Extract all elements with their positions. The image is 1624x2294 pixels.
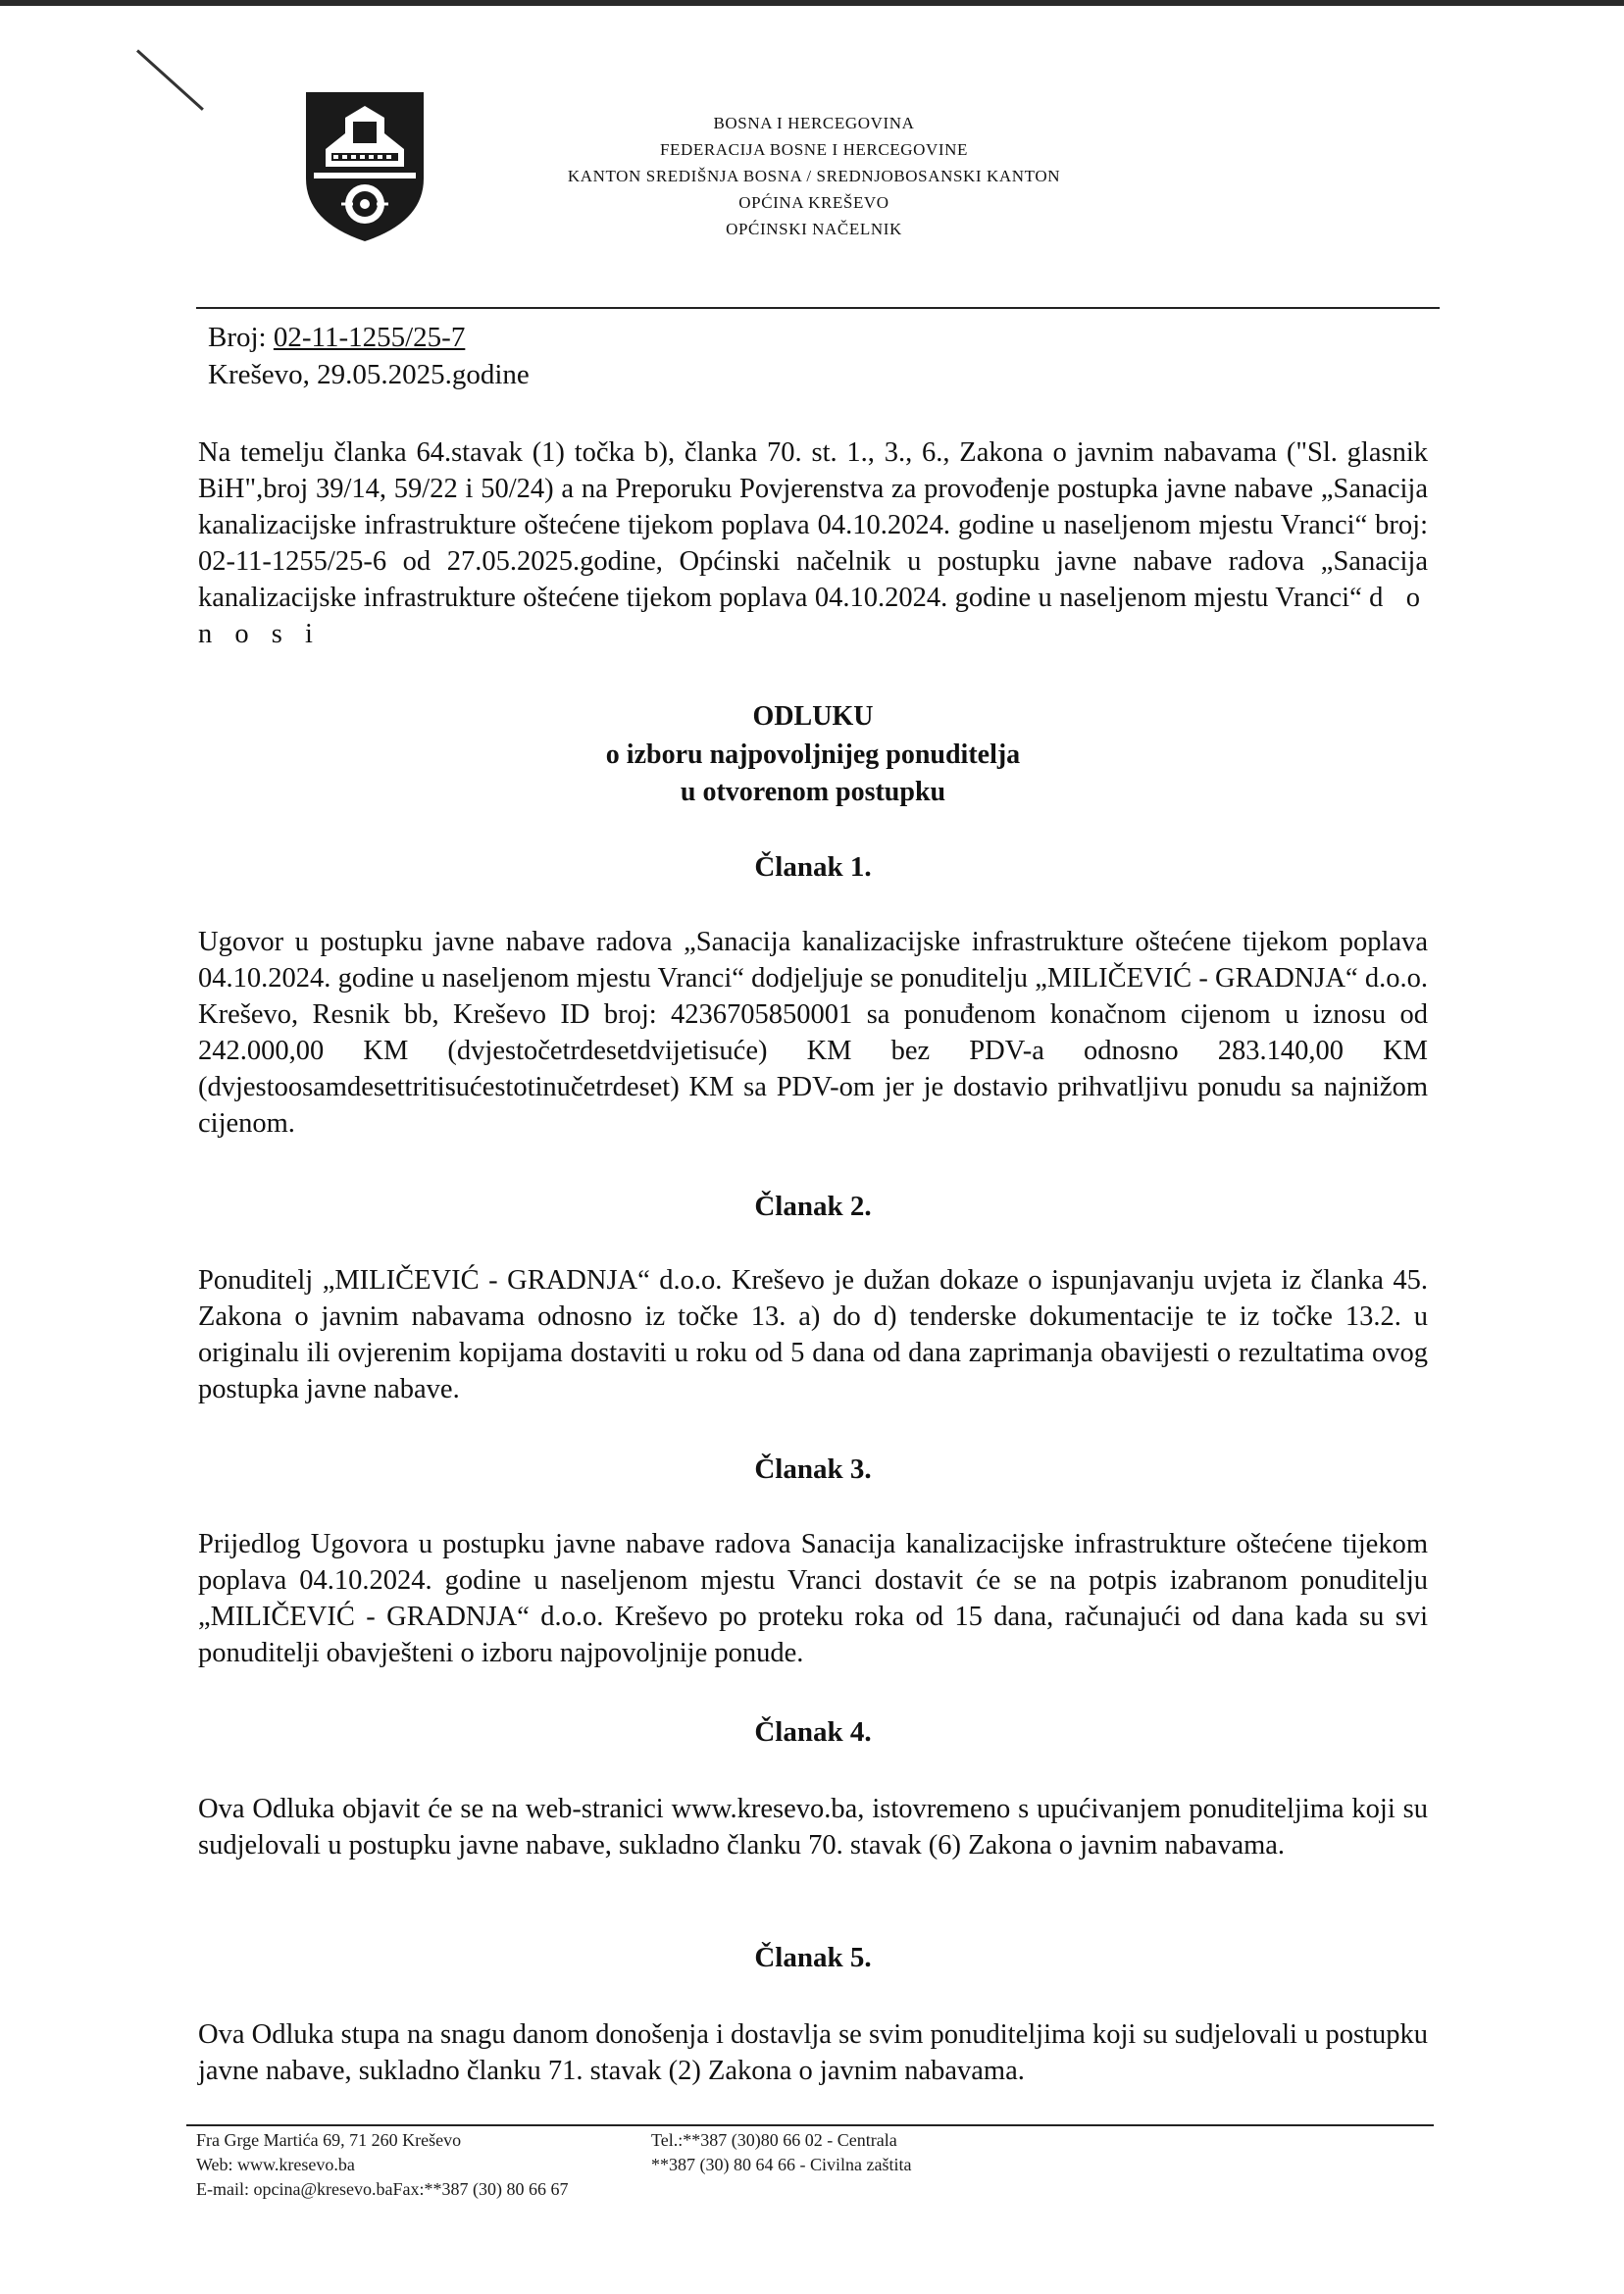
top-edge-line bbox=[0, 0, 1624, 6]
reference-number-label: Broj: bbox=[208, 322, 274, 353]
article-1-text: Ugovor u postupku javne nabave radova „Sanacija kanalizacijske infrastrukture oštećene tijekom poplava 04.10.2024. godine u naseljenom mjestu Vranci“ dodjeljuje se ponuditelju „MILIČEVIĆ - GRADNJA“ d.o.o. Kreševo, Resnik bb, Kreševo ID broj: 4236705850001 sa ponuđenom konačnom cijenom u iznosu od 242.000,00 KM (dvjestočetrdesetdvijetisuće) KM bez PDV-a odnosno 283.140,00 KM (dvjestoosamdesettritisućestotinučetrdeset) KM sa PDV-om jer je dostavio prihvatljivu ponudu sa najnižom cijenom. bbox=[198, 927, 1428, 1139]
header-line-federation: FEDERACIJA BOSNE I HERCEGOVINE bbox=[659, 140, 969, 159]
preamble-verb: d o n o s i bbox=[198, 583, 1428, 649]
header-line-office: OPĆINSKI NAČELNIK bbox=[726, 220, 902, 238]
article-4-heading: Članak 4. bbox=[754, 1716, 872, 1748]
reference-place-date: Kreševo, 29.05.2025.godine bbox=[208, 359, 530, 390]
scan-pen-mark bbox=[136, 49, 204, 110]
article-3-heading: Članak 3. bbox=[754, 1453, 872, 1485]
header-divider bbox=[196, 307, 1440, 309]
preamble-text: Na temelju članka 64.stavak (1) točka b), članka 70. st. 1., 3., 6., Zakona o javnim nabavama ("Sl. glasnik BiH",broj 39/14, 59/22 i 50/24) a na Preporuku Povjerenstva za provođenje postupka javne nabave „Sanacija kanalizacijske infrastrukture oštećene tijekom poplava 04.10.2024. godine u naseljenom mjestu Vranci“ broj: 02-11-1255/25-6 od 27.05.2025.godine, Općinski načelnik u postupku javne nabave radova „Sanacija kanalizacijske infrastrukture oštećene tijekom poplava 04.10.2024. godine u naseljenom mjestu Vranci“ bbox=[198, 437, 1428, 613]
municipality-crest-icon bbox=[302, 88, 428, 245]
footer-address: Fra Grge Martića 69, 71 260 Kreševo bbox=[196, 2130, 462, 2150]
footer-divider bbox=[186, 2124, 1434, 2126]
header-line-municipality: OPĆINA KREŠEVO bbox=[738, 193, 889, 212]
article-2-text: Ponuditelj „MILIČEVIĆ - GRADNJA“ d.o.o. Kreševo je dužan dokaze o ispunjavanju uvjeta iz članka 45. Zakona o javnim nabavama odnosno iz točke 13. a) do d) tenderske dokumentacije te iz točke 13.2. u originalu ili ovjerenim kopijama dostaviti u roku od 5 dana od dana zaprimanja obavijesti o rezultatima ovog postupka javne nabave. bbox=[198, 1265, 1428, 1404]
article-5-heading: Članak 5. bbox=[754, 1942, 872, 1973]
article-3-text: Prijedlog Ugovora u postupku javne nabave radova Sanacija kanalizacijske infrastrukture oštećene tijekom poplava 04.10.2024. godine u naseljenom mjestu Vranci dostavit će se na potpis izabranom ponuditelju „MILIČEVIĆ - GRADNJA“ d.o.o. Kreševo po proteku roka od 15 dana, računajući od dana kada su svi ponuditelji obavješteni o izboru najpovoljnije ponude. bbox=[198, 1529, 1428, 1668]
issuer-header bbox=[549, 110, 1079, 242]
decision-subtitle-1: o izboru najpovoljnijeg ponuditelja bbox=[605, 739, 1021, 770]
decision-subtitle-2: u otvorenom postupku bbox=[680, 777, 946, 807]
article-5-text: Ova Odluka stupa na snagu danom donošenja i dostavlja se svim ponuditeljima koji su sudjelovali u postupku javne nabave, sukladno članku 71. stavak (2) Zakona o javnim nabavama. bbox=[198, 2019, 1428, 2086]
footer-tel-civil: **387 (30) 80 64 66 - Civilna zaštita bbox=[651, 2155, 912, 2174]
footer-web: Web: www.kresevo.ba bbox=[196, 2155, 355, 2174]
footer-tel-central: Tel.:**387 (30)80 66 02 - Centrala bbox=[651, 2130, 897, 2150]
header-line-country: BOSNA I HERCEGOVINA bbox=[713, 114, 915, 132]
decision-title: ODLUKU bbox=[752, 701, 874, 732]
footer-contact-right bbox=[651, 2128, 911, 2177]
reference-number: 02-11-1255/25-7 bbox=[273, 322, 466, 353]
footer-contact-left bbox=[196, 2128, 569, 2202]
article-2-heading: Članak 2. bbox=[754, 1191, 872, 1222]
article-1-heading: Članak 1. bbox=[754, 851, 872, 883]
footer-email-fax: E-mail: opcina@kresevo.baFax:**387 (30) 80 66 67 bbox=[196, 2179, 569, 2199]
header-line-canton: KANTON SREDIŠNJA BOSNA / SREDNJOBOSANSKI KANTON bbox=[567, 167, 1061, 185]
article-4-text: Ova Odluka objavit će se na web-stranici www.kresevo.ba, istovremeno s upućivanjem ponuditeljima koji su sudjelovali u postupku javne nabave, sukladno članku 70. stavak (6) Zakona o javnim nabavama. bbox=[198, 1794, 1428, 1861]
reference-block bbox=[208, 319, 530, 393]
preamble bbox=[198, 434, 1428, 652]
